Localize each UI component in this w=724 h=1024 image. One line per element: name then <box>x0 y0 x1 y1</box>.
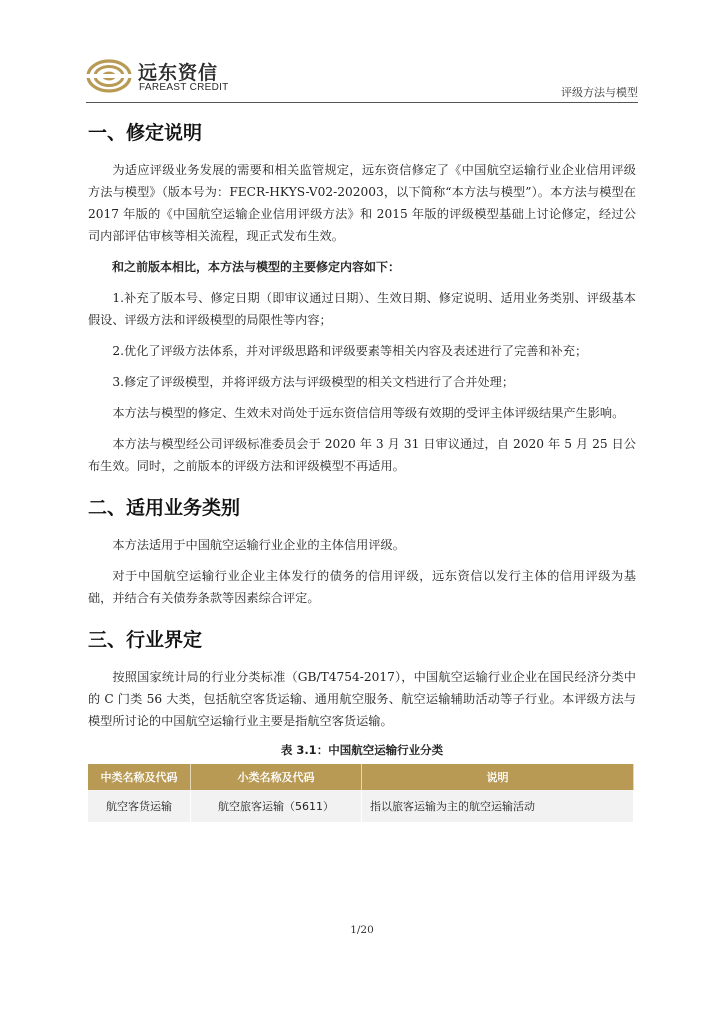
page-content <box>88 118 636 822</box>
fareast-logo-icon <box>86 56 132 96</box>
industry-classification-table <box>88 764 634 822</box>
section-1-paragraph-effective: 本方法与模型经公司评级标准委员会于 2020 年 3 月 31 日审议通过，自 2020 年 5 月 25 日公布生效。同时，之前版本的评级方法和评级模型不再适用。 <box>88 437 636 473</box>
table-cell: 指以旅客运输为主的航空运输活动 <box>362 790 634 822</box>
table-header-row <box>88 764 634 790</box>
section-1-paragraph-impact: 本方法与模型的修定、生效未对尚处于远东资信信用等级有效期的受评主体评级结果产生影响。 <box>112 406 625 420</box>
logo-english-name: FAREAST CREDIT <box>139 82 229 93</box>
table-header-cell: 中类名称及代码 <box>88 764 191 790</box>
section-1-item-1: 1.补充了版本号、修定日期（即审议通过日期）、生效日期、修定说明、适用业务类别、评级基本假设、评级方法和评级模型的局限性等内容； <box>88 291 636 327</box>
table-header-cell: 小类名称及代码 <box>191 764 362 790</box>
section-2-title: 二、适用业务类别 <box>88 497 241 519</box>
table-caption: 表 3.1：中国航空运输行业分类 <box>280 743 444 757</box>
section-1-paragraph-1: 为适应评级业务发展的需要和相关监管规定，远东资信修定了《中国航空运输行业企业信用评级方法与模型》（版本号为：FECR-HKYS-V02-202003，以下简称“本方法与模型”）。本方法与模型在 2017 年版的《中国航空运输企业信用评级方法》和 2015 年版的评级模型基础上讨论修定，经过公司内部评估审核等相关流程，现正式发布生效。 <box>88 163 636 243</box>
header-divider <box>86 102 638 103</box>
page-header <box>86 52 638 102</box>
table-header-cell: 说明 <box>362 764 634 790</box>
section-3-title: 三、行业界定 <box>88 629 203 651</box>
section-1-item-3: 3.修定了评级模型，并将评级方法与评级模型的相关文档进行了合并处理； <box>112 375 515 389</box>
table-cell: 航空旅客运输（5611） <box>191 790 362 822</box>
table-row <box>88 790 634 822</box>
table-cell: 航空客货运输 <box>88 790 191 822</box>
section-2-paragraph-2: 对于中国航空运输行业企业主体发行的债务的信用评级，远东资信以发行主体的信用评级为基础，并结合有关债券条款等因素综合评定。 <box>88 569 636 605</box>
section-1-title: 一、修定说明 <box>88 122 203 144</box>
section-2-paragraph-1: 本方法适用于中国航空运输行业企业的主体信用评级。 <box>112 538 405 552</box>
section-1-item-2: 2.优化了评级方法体系，并对评级思路和评级要素等相关内容及表述进行了完善和补充； <box>112 344 588 358</box>
section-1-revision-intro: 和之前版本相比，本方法与模型的主要修定内容如下： <box>112 260 401 274</box>
page-number: 1/20 <box>350 924 374 936</box>
document-type-label: 评级方法与模型 <box>561 86 638 99</box>
logo-chinese-name: 远东资信 <box>138 62 219 84</box>
section-3-paragraph-1: 按照国家统计局的行业分类标准（GB/T4754-2017），中国航空运输行业企业在国民经济分类中的 C 门类 56 大类，包括航空客货运输、通用航空服务、航空运输辅助活动等子行业。本评级方法与模型所讨论的中国航空运输行业主要是指航空客货运输。 <box>88 670 636 728</box>
